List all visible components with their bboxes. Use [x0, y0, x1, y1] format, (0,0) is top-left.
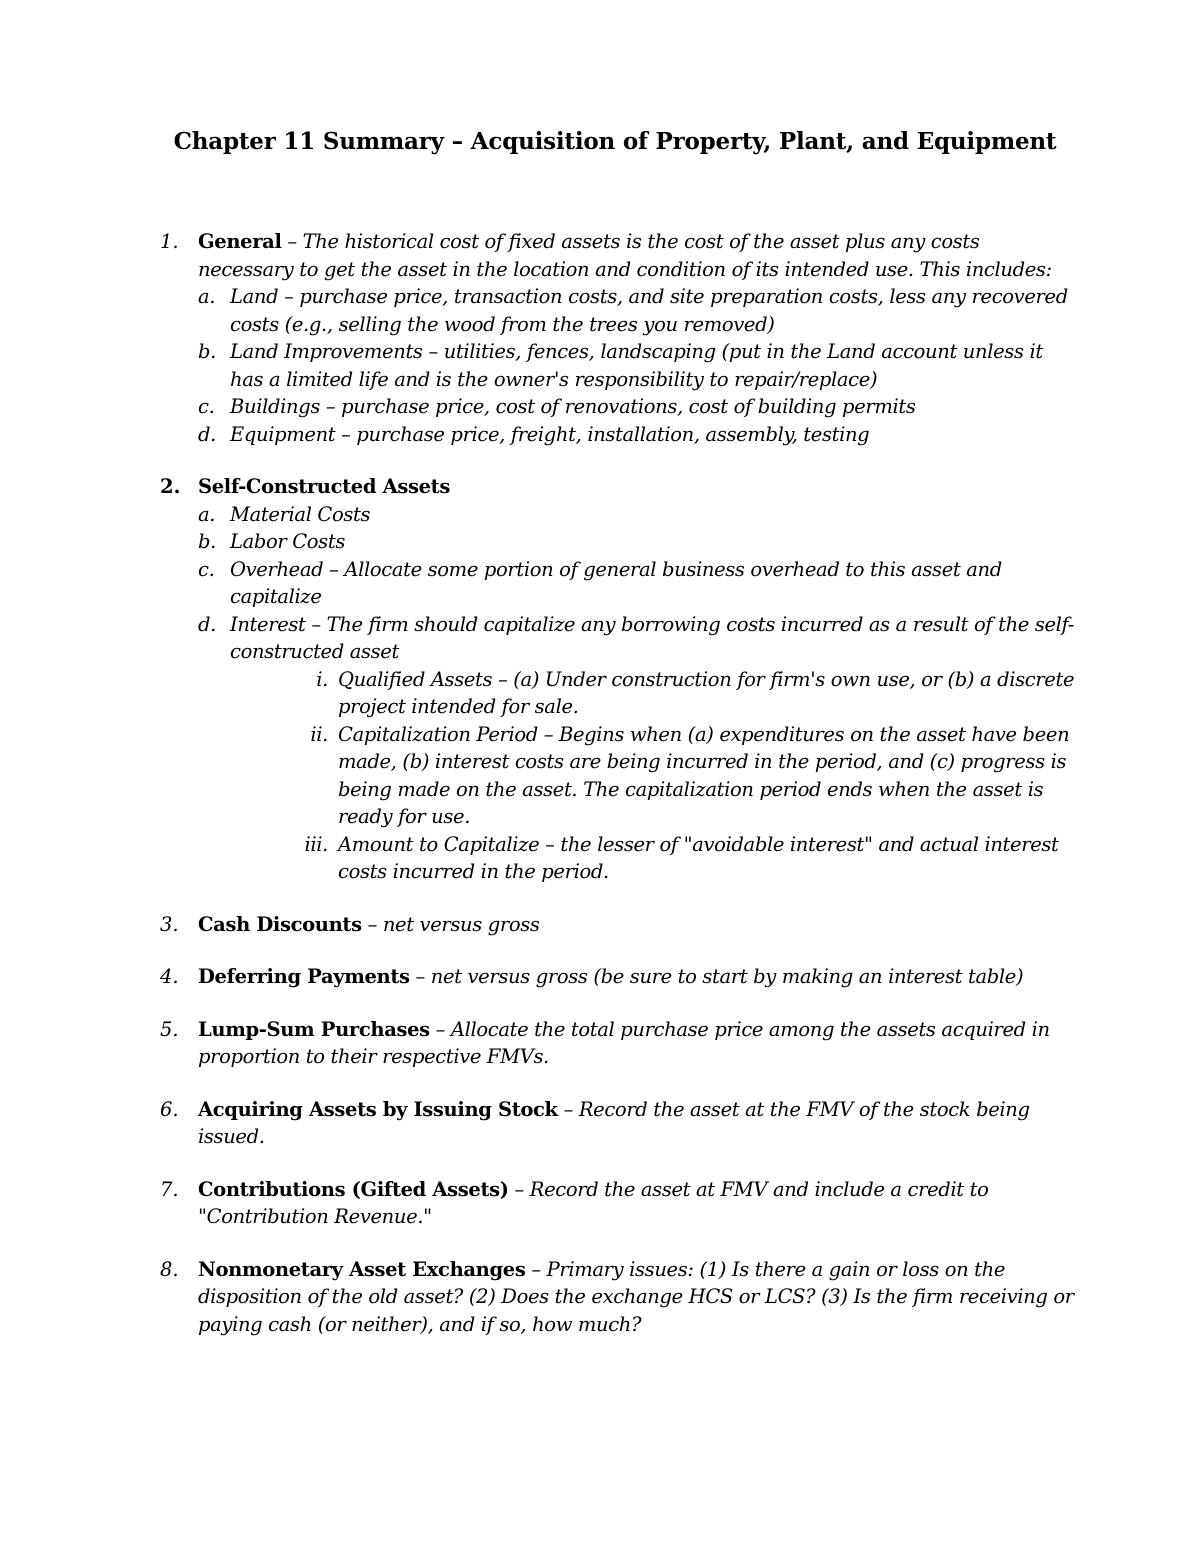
section-nonmonetary-exchanges [160, 1256, 1080, 1339]
list-item: d. Equipment – purchase price, freight, installation, assembly, testing [198, 422, 870, 446]
section-self-constructed-assets [160, 473, 1080, 501]
section-number: 3. [160, 912, 179, 936]
section-heading: Deferring Payments [198, 965, 410, 988]
section-deferring-payments [160, 963, 1080, 991]
section-description: – The historical cost of fixed assets is the cost of the asset plus any costs necessary to get the asset in the location and condition of its intended use. This includes: [198, 230, 1052, 281]
section-general [160, 228, 1080, 283]
section-heading: Contributions (Gifted Assets) [198, 1177, 509, 1201]
list-subitem: i. Qualified Assets – (a) Under construction for firm's own use, or (b) a discrete project intended for sale. [316, 667, 1075, 718]
list-subitem: ii. Capitalization Period – Begins when (a) expenditures on the asset have been made, (b) interest costs are being incurred in the period, and (c) progress is being made on the asset. The capitalization period ends when the asset is ready for use. [310, 722, 1070, 828]
section-description: – net versus gross (be sure to start by making an interest table) [409, 965, 1024, 988]
section-contributions [160, 1176, 1080, 1231]
section-description: – net versus gross [361, 912, 540, 936]
section-number: 1. [160, 230, 179, 253]
section-heading: Acquiring Assets by Issuing Stock [198, 1097, 558, 1121]
document-title: Chapter 11 Summary – Acquisition of Property, Plant, and Equipment [173, 128, 1057, 155]
list-item: c. Buildings – purchase price, cost of renovations, cost of building permits [198, 395, 916, 418]
section-number: 8. [160, 1257, 179, 1281]
list-item: d. Interest – The firm should capitalize any borrowing costs incurred as a result of the self-constructed asset [198, 612, 1074, 663]
section-description: – Record the asset at the FMV of the stock being issued. [198, 1097, 1030, 1148]
section-number: 4. [160, 965, 179, 988]
section-heading: Self-Constructed Assets [198, 475, 450, 498]
section-description: – Primary issues: (1) Is there a gain or loss on the disposition of the old asset? (2) Does the exchange HCS or LCS? (3) Is the firm receiving or paying cash (or neither), and if so, how much? [198, 1257, 1074, 1336]
list-item: a. Land – purchase price, transaction costs, and site preparation costs, less any recovered costs (e.g., selling the wood from the trees you removed) [198, 285, 1068, 336]
list-item: b. Labor Costs [198, 530, 345, 553]
list-subitem: iii. Amount to Capitalize – the lesser of "avoidable interest" and actual interest costs incurred in the period. [304, 832, 1059, 883]
section-description: – Record the asset at FMV and include a credit to "Contribution Revenue." [198, 1177, 989, 1228]
list-item: c. Overhead – Allocate some portion of general business overhead to this asset and capitalize [198, 557, 1002, 608]
section-number: 7. [160, 1177, 179, 1201]
section-number: 2. [160, 475, 181, 498]
section-heading: Lump-Sum Purchases [198, 1017, 430, 1041]
general-subitems [160, 283, 1080, 448]
section-acquiring-assets-stock [160, 1096, 1080, 1151]
list-item: a. Material Costs [198, 502, 371, 526]
section-lump-sum-purchases [160, 1016, 1080, 1071]
list-item: b. Land Improvements – utilities, fences, landscaping (put in the Land account unless it has a limited life and is the owner's responsibility to repair/replace) [198, 340, 1043, 391]
section-number: 6. [160, 1097, 179, 1121]
section-heading: Cash Discounts [198, 912, 362, 936]
section-number: 5. [160, 1017, 179, 1041]
section-cash-discounts [160, 911, 1080, 939]
section-description: – Allocate the total purchase price among the assets acquired in proportion to their respective FMVs. [198, 1017, 1050, 1068]
self-constructed-subitems [160, 501, 1080, 886]
section-heading: General [198, 230, 282, 253]
section-heading: Nonmonetary Asset Exchanges [198, 1257, 526, 1281]
